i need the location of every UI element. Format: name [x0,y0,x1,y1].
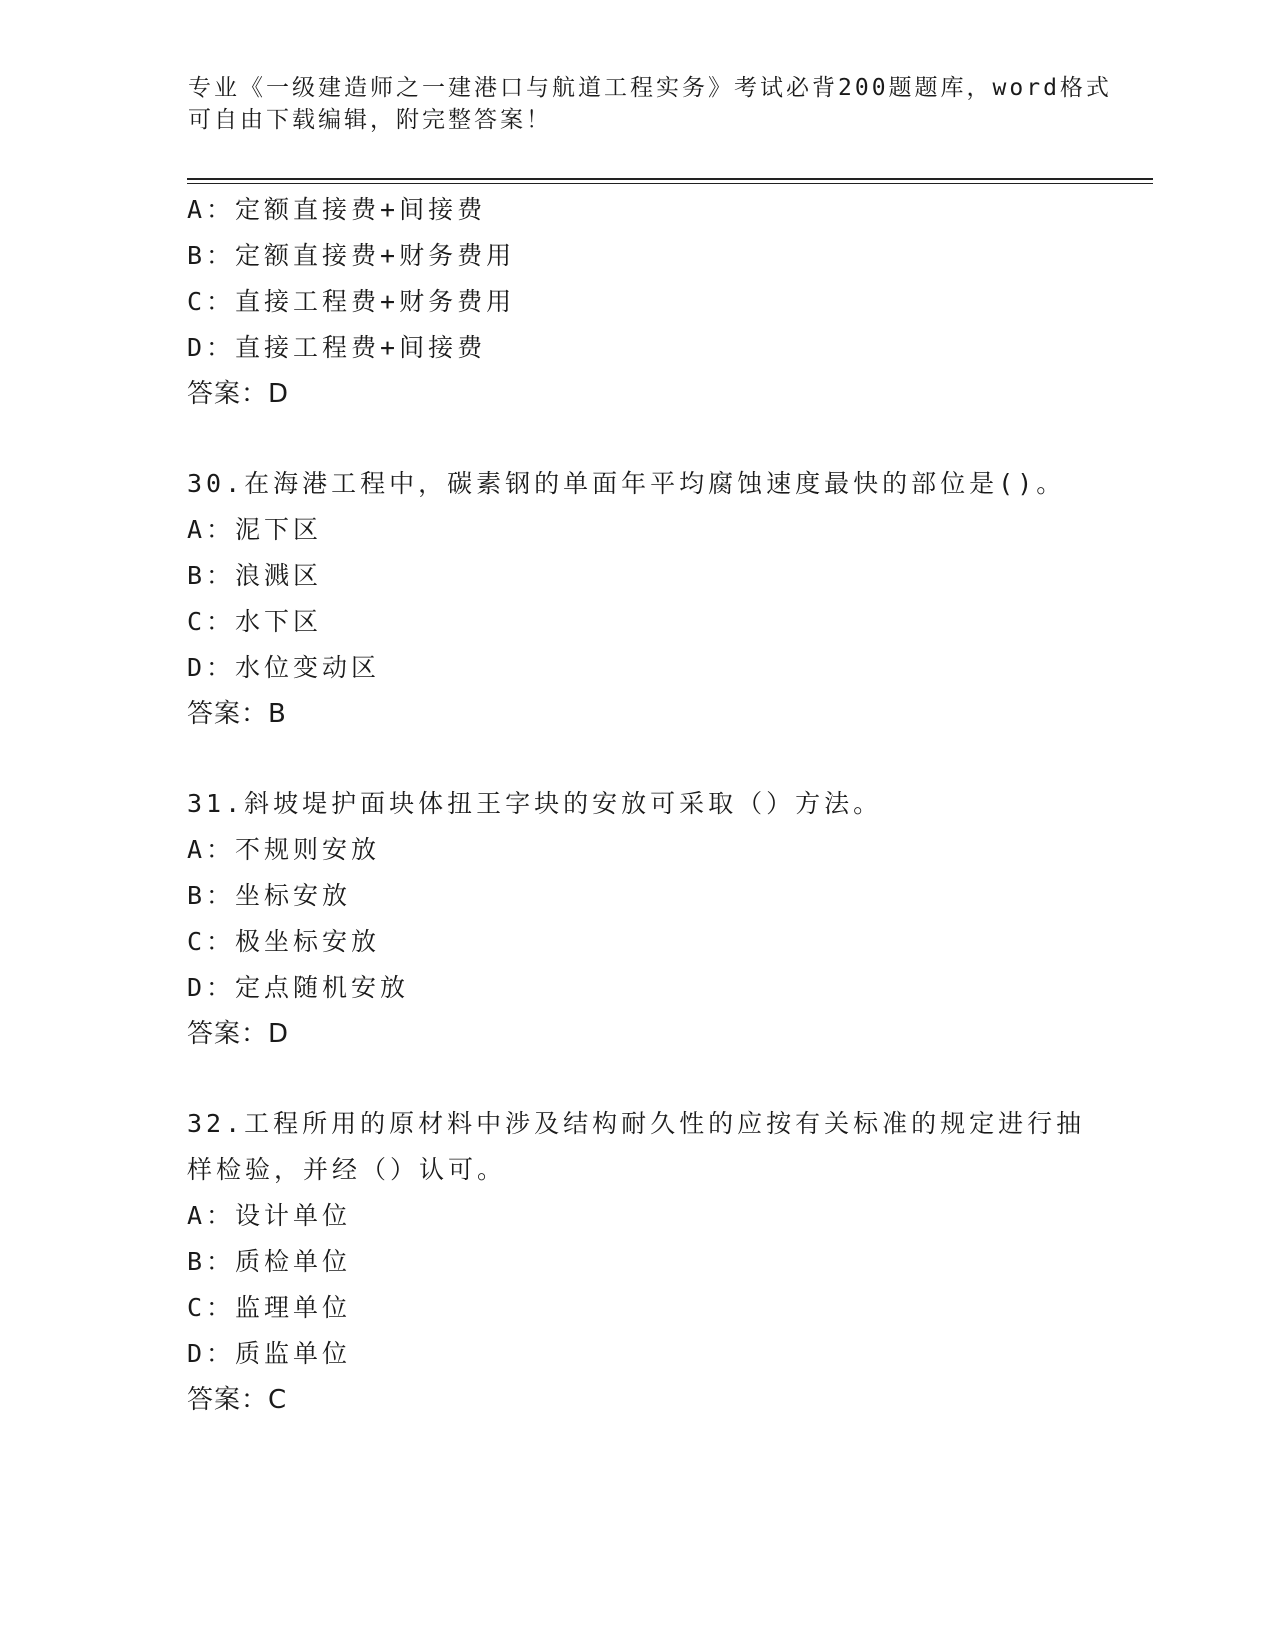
option-a: A：定额直接费+间接费 [187,195,487,224]
option-d: D：质监单位 [187,1339,352,1368]
option-c: C：水下区 [187,607,323,636]
question-block-29 [187,187,1087,417]
document-header [188,72,1112,136]
option-a: A：设计单位 [187,1201,352,1230]
option-b: B：质检单位 [187,1247,352,1276]
question-block-31 [187,781,1087,1057]
option-d: D：直接工程费+间接费 [187,333,487,362]
question-block-30 [187,461,1087,737]
header-line-1: 专业《一级建造师之一建港口与航道工程实务》考试必背200题题库，word格式 [188,75,1112,101]
header-rule-thin [187,183,1153,184]
option-c: C：直接工程费+财务费用 [187,287,516,316]
option-c: C：监理单位 [187,1293,352,1322]
option-b: B：定额直接费+财务费用 [187,241,516,270]
question-text: 31.斜坡堤护面块体扭王字块的安放可采取（）方法。 [187,789,883,818]
answer-line: 答案：B [187,699,287,729]
question-text-line-2: 样检验，并经（）认可。 [187,1155,507,1184]
question-block-32 [187,1101,1087,1423]
option-d: D：定点随机安放 [187,973,410,1002]
answer-line: 答案：C [187,1385,288,1415]
header-line-2: 可自由下载编辑，附完整答案！ [188,107,552,133]
header-rule-thick [187,178,1153,180]
option-b: B：坐标安放 [187,881,352,910]
question-list [187,187,1087,1423]
answer-line: 答案：D [187,379,290,409]
option-d: D：水位变动区 [187,653,381,682]
question-text: 30.在海港工程中，碳素钢的单面年平均腐蚀速度最快的部位是()。 [187,469,1066,498]
answer-line: 答案：D [187,1019,290,1049]
option-b: B：浪溅区 [187,561,323,590]
option-c: C：极坐标安放 [187,927,381,956]
question-text-line-1: 32.工程所用的原材料中涉及结构耐久性的应按有关标准的规定进行抽 [187,1109,1086,1138]
option-a: A：不规则安放 [187,835,381,864]
option-a: A：泥下区 [187,515,323,544]
